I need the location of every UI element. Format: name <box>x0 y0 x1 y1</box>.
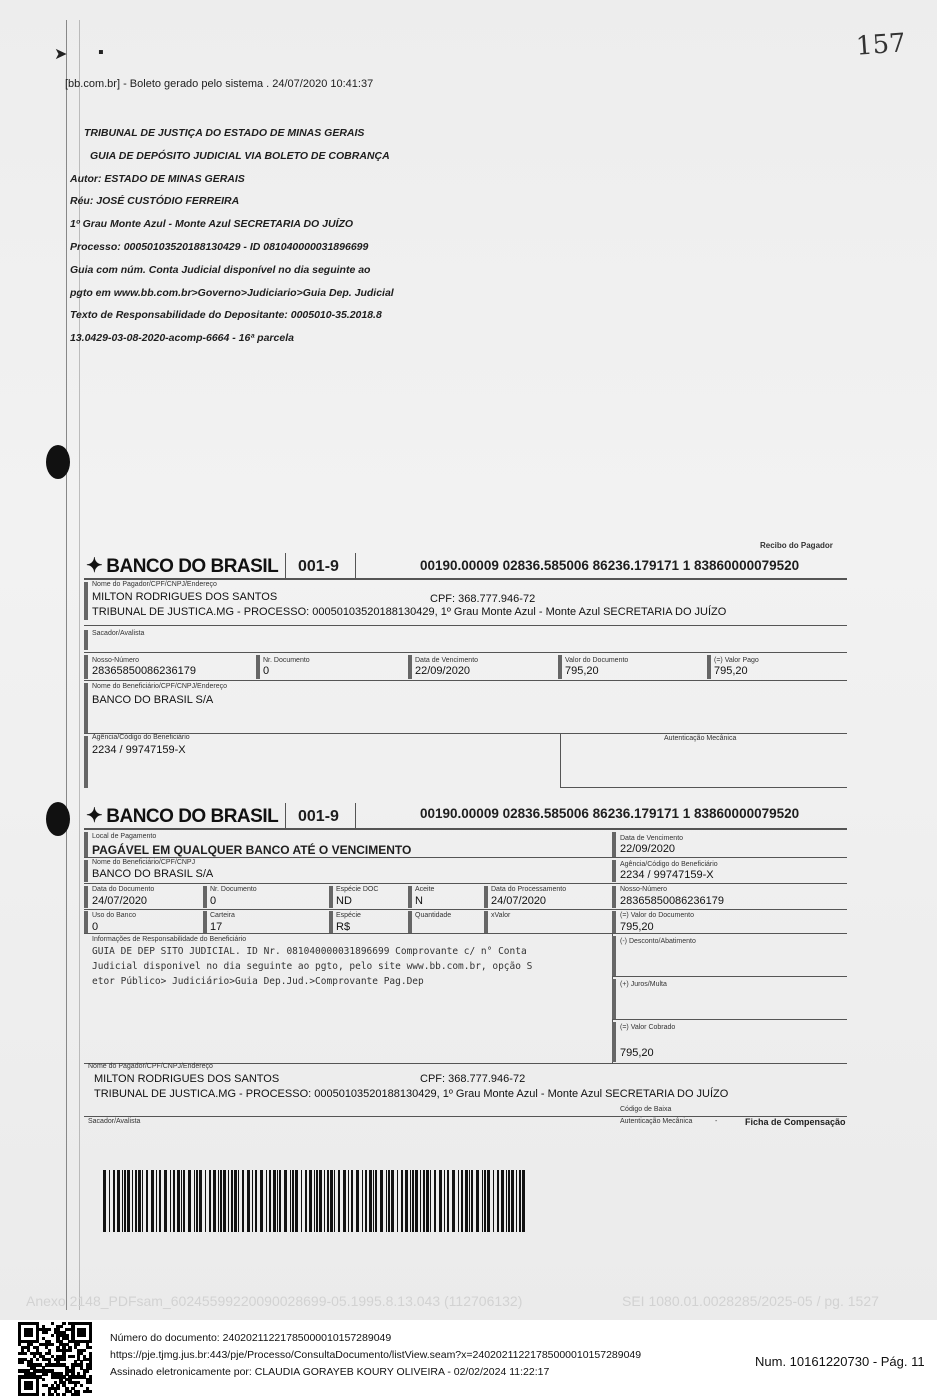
divider <box>84 933 847 934</box>
ficha-nosso-numero: 28365850086236179 <box>620 895 725 907</box>
handwritten-page-number: 157 <box>855 28 907 62</box>
field-marker <box>612 936 616 976</box>
data-documento-label: Data do Documento <box>92 886 155 893</box>
beneficiario: BANCO DO BRASIL S/A <box>92 694 214 706</box>
field-marker <box>329 886 333 908</box>
guia-texto-responsabilidade: Texto de Responsabilidade do Depositante: 0005010-35.2018.8 <box>70 309 382 322</box>
field-marker <box>612 979 616 1019</box>
field-marker <box>612 860 616 882</box>
qr-code <box>18 1322 92 1396</box>
informacoes-label: Informações de Responsabilidade do Beneficiário <box>92 936 247 943</box>
field-marker <box>612 1022 616 1062</box>
quantidade-label: Quantidade <box>415 912 452 919</box>
footer-info <box>110 1330 641 1381</box>
field-marker <box>408 655 412 679</box>
desconto-label: (-) Desconto/Abatimento <box>620 938 696 945</box>
divider <box>84 883 847 884</box>
field-marker <box>84 860 88 882</box>
divider <box>84 652 847 653</box>
ficha-beneficiario-label: Nome do Beneficiário/CPF/CNPJ <box>92 859 196 866</box>
linha-digitavel: 00190.00009 02836.585006 86236.179171 1 83860000079520 <box>420 806 800 821</box>
system-header: [bb.com.br] - Boleto gerado pelo sistema . 24/07/2020 10:41:37 <box>65 78 374 90</box>
divider <box>355 803 356 828</box>
informacoes-linha: etor Público> Judiciário>Guia Dep.Jud.>Comprovante Pag.Dep <box>92 976 424 987</box>
uso-banco: 0 <box>92 921 99 933</box>
field-marker <box>84 655 88 679</box>
ficha-pagador-cpf: CPF: 368.777.946-72 <box>420 1073 526 1085</box>
pagador-label: Nome do Pagador/CPF/CNPJ/Endereço <box>92 581 217 588</box>
field-marker <box>256 655 260 679</box>
ficha-sacador-label: Sacador/Avalista <box>88 1118 141 1125</box>
recibo-caption: Recibo do Pagador <box>760 541 833 550</box>
sacador-label: Sacador/Avalista <box>92 630 145 637</box>
data-processamento: 24/07/2020 <box>491 895 547 907</box>
field-marker <box>84 886 88 908</box>
divider <box>355 553 356 578</box>
guia-processo: Processo: 00050103520188130429 - ID 081040000031896699 <box>70 240 369 253</box>
data-documento: 24/07/2020 <box>92 895 148 907</box>
bank-logo: ✦ BANCO DO BRASIL <box>86 555 279 577</box>
field-marker <box>84 683 88 733</box>
juros-label: (+) Juros/Multa <box>620 981 667 988</box>
guia-info-block <box>70 122 394 350</box>
punch-hole <box>46 445 70 479</box>
field-marker <box>612 832 616 857</box>
divider <box>285 553 286 578</box>
field-marker <box>84 582 88 620</box>
field-marker <box>558 655 562 679</box>
ficha-compensacao-label: Ficha de Compensação <box>745 1117 846 1127</box>
ficha-agencia: 2234 / 99747159-X <box>620 869 714 881</box>
bank-logo: ✦ BANCO DO BRASIL <box>86 805 279 827</box>
especie-doc: ND <box>336 895 352 907</box>
ficha-pagador-nome: MILTON RODRIGUES DOS SANTOS <box>94 1073 280 1085</box>
informacoes-linha: Judicial disponivel no dia seguinte ao pgto, pelo site www.bb.com.br, opção S <box>92 961 533 972</box>
divider <box>560 733 561 787</box>
guia-info: Guia com núm. Conta Judicial disponível no dia seguinte ao <box>70 263 371 276</box>
valor-cobrado: 795,20 <box>620 1047 654 1059</box>
nosso-numero-label: Nosso-Número <box>92 657 140 664</box>
ficha-nosso-numero-label: Nosso-Número <box>620 886 668 893</box>
barcode <box>103 1170 528 1232</box>
ficha-valor-documento: 795,20 <box>620 921 654 933</box>
vencimento: 22/09/2020 <box>415 665 471 677</box>
fold-line <box>66 20 67 1310</box>
vencimento-label: Data de Vencimento <box>415 657 479 664</box>
page-number: Num. 10161220730 - Pág. 11 <box>755 1354 925 1369</box>
divider <box>84 578 847 580</box>
data-processamento-label: Data do Processamento <box>491 886 567 893</box>
watermark-right: SEI 1080.01.0028285/2025-05 / pg. 1527 <box>622 1293 879 1309</box>
local-pagamento: PAGÁVEL EM QUALQUER BANCO ATÉ O VENCIMENTO <box>92 843 412 857</box>
ficha-autenticacao-label: Autenticação Mecânica <box>620 1118 693 1125</box>
informacoes-linha: GUIA DE DEP SITO JUDICIAL. ID Nr. 081040000031896699 Comprovante c/ n° Conta <box>92 946 527 957</box>
divider <box>84 1116 847 1117</box>
especie-label: Espécie <box>336 912 361 919</box>
field-marker <box>484 886 488 908</box>
xvalor-label: xValor <box>491 912 511 919</box>
field-marker <box>484 911 488 933</box>
field-marker <box>84 911 88 933</box>
ficha-vencimento-label: Data de Vencimento <box>620 835 684 842</box>
guia-autor: Autor: ESTADO DE MINAS GERAIS <box>70 172 245 185</box>
divider <box>84 857 847 858</box>
bank-code: 001-9 <box>298 808 339 825</box>
documento-url[interactable]: https://pje.tjmg.jus.br:443/pje/Processo/ConsultaDocumento/listView.seam?x=24020211221785000010157289049 <box>110 1349 642 1361</box>
divider <box>84 625 847 626</box>
field-marker <box>612 911 616 933</box>
divider <box>612 976 847 977</box>
field-marker <box>707 655 711 679</box>
guia-info: pgto em www.bb.com.br>Governo>Judiciario>Guia Dep. Judicial <box>70 286 394 299</box>
valor-pago: 795,20 <box>714 665 748 677</box>
pagador-endereco: TRIBUNAL DE JUSTICA.MG - PROCESSO: 00050103520188130429, 1º Grau Monte Azul - Monte Azul SECRETARIA DO JUÍZO <box>92 606 727 618</box>
autenticacao-label: Autenticação Mecânica <box>664 735 737 742</box>
ficha-agencia-label: Agência/Código do Beneficiário <box>620 861 718 868</box>
especie-doc-label: Espécie DOC <box>336 886 379 893</box>
guia-title: TRIBUNAL DE JUSTIÇA DO ESTADO DE MINAS GERAIS <box>84 127 365 139</box>
scan-mark: ➤ <box>54 46 68 63</box>
ficha-pagador-endereco: TRIBUNAL DE JUSTICA.MG - PROCESSO: 00050103520188130429, 1º Grau Monte Azul - Monte Azul SECRETARIA DO JUÍZO <box>94 1088 729 1100</box>
especie: R$ <box>336 921 351 933</box>
guia-texto-responsabilidade: 13.0429-03-08-2020-acomp-6664 - 16ª parcela <box>70 332 294 345</box>
ficha-valor-documento-label: (=) Valor do Documento <box>620 912 694 919</box>
ficha-vencimento: 22/09/2020 <box>620 843 676 855</box>
ficha-dash: - <box>715 1118 718 1125</box>
field-marker <box>203 886 207 908</box>
ficha-nr-documento: 0 <box>210 895 217 907</box>
guia-subtitle: GUIA DE DEPÓSITO JUDICIAL VIA BOLETO DE COBRANÇA <box>90 149 390 162</box>
pagador-nome: MILTON RODRIGUES DOS SANTOS <box>92 591 278 603</box>
divider <box>84 909 847 910</box>
divider <box>285 803 286 828</box>
aceite: N <box>415 895 423 907</box>
pagador-cpf: CPF: 368.777.946-72 <box>430 593 536 605</box>
valor-documento-label: Valor do Documento <box>565 657 629 664</box>
divider <box>612 1019 847 1020</box>
linha-digitavel: 00190.00009 02836.585006 86236.179171 1 83860000079520 <box>420 558 800 573</box>
aceite-label: Aceite <box>415 886 435 893</box>
punch-hole <box>46 802 70 836</box>
field-marker <box>612 886 616 908</box>
guia-vara: 1º Grau Monte Azul - Monte Azul SECRETARIA DO JUÍZO <box>70 218 354 231</box>
field-marker <box>329 911 333 933</box>
codigo-baixa-label: Código de Baixa <box>620 1106 672 1113</box>
bank-code: 001-9 <box>298 558 339 575</box>
ficha-nr-documento-label: Nr. Documento <box>210 886 257 893</box>
ficha-pagador-label: Nome do Pagador/CPF/CNPJ/Endereço <box>88 1063 213 1070</box>
valor-documento: 795,20 <box>565 665 599 677</box>
uso-banco-label: Uso do Banco <box>92 912 136 919</box>
field-marker <box>203 911 207 933</box>
local-pagamento-label: Local de Pagamento <box>92 833 157 840</box>
nr-documento-label: Nr. Documento <box>263 657 310 664</box>
agencia: 2234 / 99747159-X <box>92 744 186 756</box>
field-marker <box>84 630 88 650</box>
carteira-label: Carteira <box>210 912 235 919</box>
field-marker <box>84 736 88 788</box>
watermark-left: Anexo 2148_PDFsam_60245599220090028699-05.1995.8.13.043 (112706132) <box>26 1293 523 1309</box>
nosso-numero: 28365850086236179 <box>92 665 197 677</box>
ficha-beneficiario: BANCO DO BRASIL S/A <box>92 868 214 880</box>
scan-mark: ▪ <box>98 44 104 61</box>
agencia-label: Agência/Código do Beneficiário <box>92 734 190 741</box>
guia-reu: Réu: JOSÉ CUSTÓDIO FERREIRA <box>70 195 240 208</box>
field-marker <box>84 832 88 857</box>
beneficiario-label: Nome do Beneficiário/CPF/CNPJ/Endereço <box>92 683 228 690</box>
numero-documento: Número do documento: 24020211221785000010157289049 <box>110 1332 392 1344</box>
bb-logo-icon: ✦ <box>86 805 103 827</box>
divider <box>560 787 847 788</box>
divider <box>84 828 847 830</box>
assinatura: Assinado eletronicamente por: CLAUDIA GORAYEB KOURY OLIVEIRA - 02/02/2024 11:22:17 <box>110 1366 550 1378</box>
divider <box>84 733 847 734</box>
divider <box>84 680 847 681</box>
valor-pago-label: (=) Valor Pago <box>714 657 759 664</box>
valor-cobrado-label: (=) Valor Cobrado <box>620 1024 676 1031</box>
nr-documento: 0 <box>263 665 270 677</box>
informacoes-texto <box>92 944 532 989</box>
bb-logo-icon: ✦ <box>86 555 103 577</box>
field-marker <box>408 911 412 933</box>
field-marker <box>408 886 412 908</box>
carteira: 17 <box>210 921 223 933</box>
